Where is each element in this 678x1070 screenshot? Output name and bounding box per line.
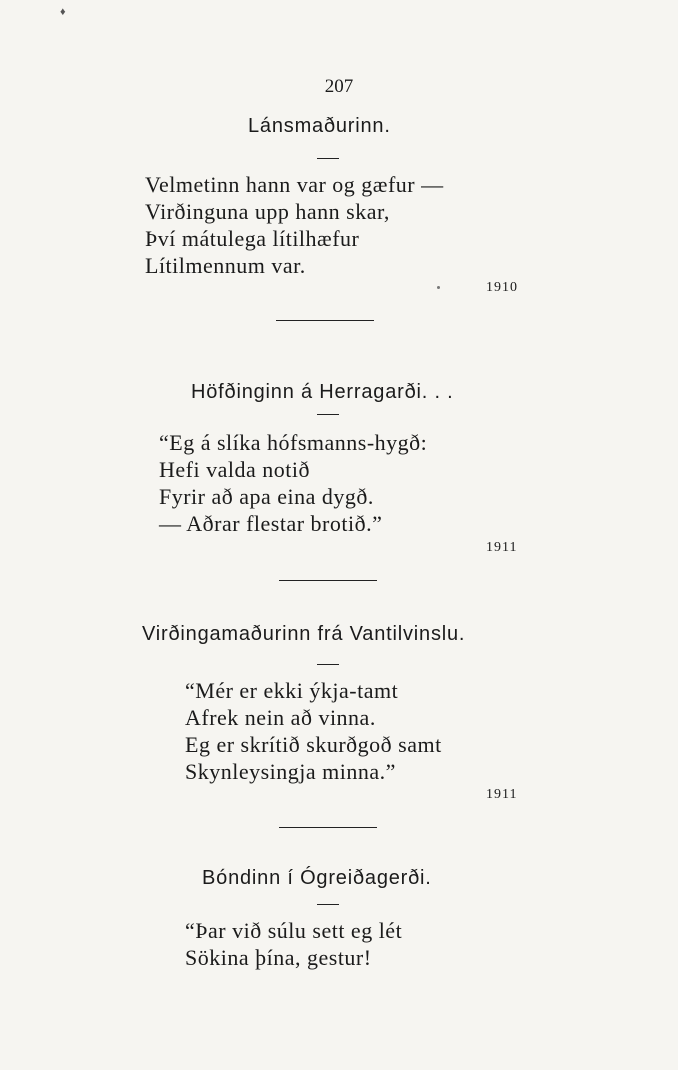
poem-line: “Mér er ekki ýkja-tamt (185, 678, 399, 703)
poem-title: Virðingamaðurinn frá Vantilvinslu. (142, 623, 466, 645)
poem-line: Afrek nein að vinna. (185, 705, 376, 730)
title-dash (317, 664, 339, 665)
title-dash (317, 904, 339, 905)
poem-line: Eg er skrítið skurðgoð samt (185, 732, 442, 757)
poem-year: 1910 (486, 280, 518, 295)
poem-line: — Aðrar flestar brotið.” (159, 511, 383, 536)
poem-line: Sökina þína, gestur! (185, 945, 372, 970)
section-rule (276, 320, 374, 321)
speck (437, 286, 440, 289)
poem-line: Fyrir að apa eina dygð. (159, 484, 374, 509)
corner-mark: ♦ (60, 6, 66, 18)
poem-line: Skynleysingja minna.” (185, 759, 396, 784)
title-dash (317, 158, 339, 159)
poem-line: Því mátulega lítilhæfur (145, 226, 360, 251)
poem-line: Virðinguna upp hann skar, (145, 199, 390, 224)
poem-line: “Eg á slíka hófsmanns-hygð: (159, 430, 428, 455)
section-rule (279, 580, 377, 581)
poem-title: Höfðinginn á Herragarði. . . (191, 381, 454, 403)
poem-title: Lánsmaðurinn. (248, 115, 391, 137)
poem-line: “Þar við súlu sett eg lét (185, 918, 403, 943)
section-rule (279, 827, 377, 828)
title-dash (317, 414, 339, 415)
poem-title: Bóndinn í Ógreiðagerði. (202, 867, 432, 889)
poem-line: Velmetinn hann var og gæfur — (145, 172, 444, 197)
poem-line: Hefi valda notið (159, 457, 310, 482)
poem-line: Lítilmennum var. (145, 253, 306, 278)
page-number: 207 (324, 76, 354, 97)
poem-year: 1911 (486, 540, 518, 555)
poem-year: 1911 (486, 787, 518, 802)
